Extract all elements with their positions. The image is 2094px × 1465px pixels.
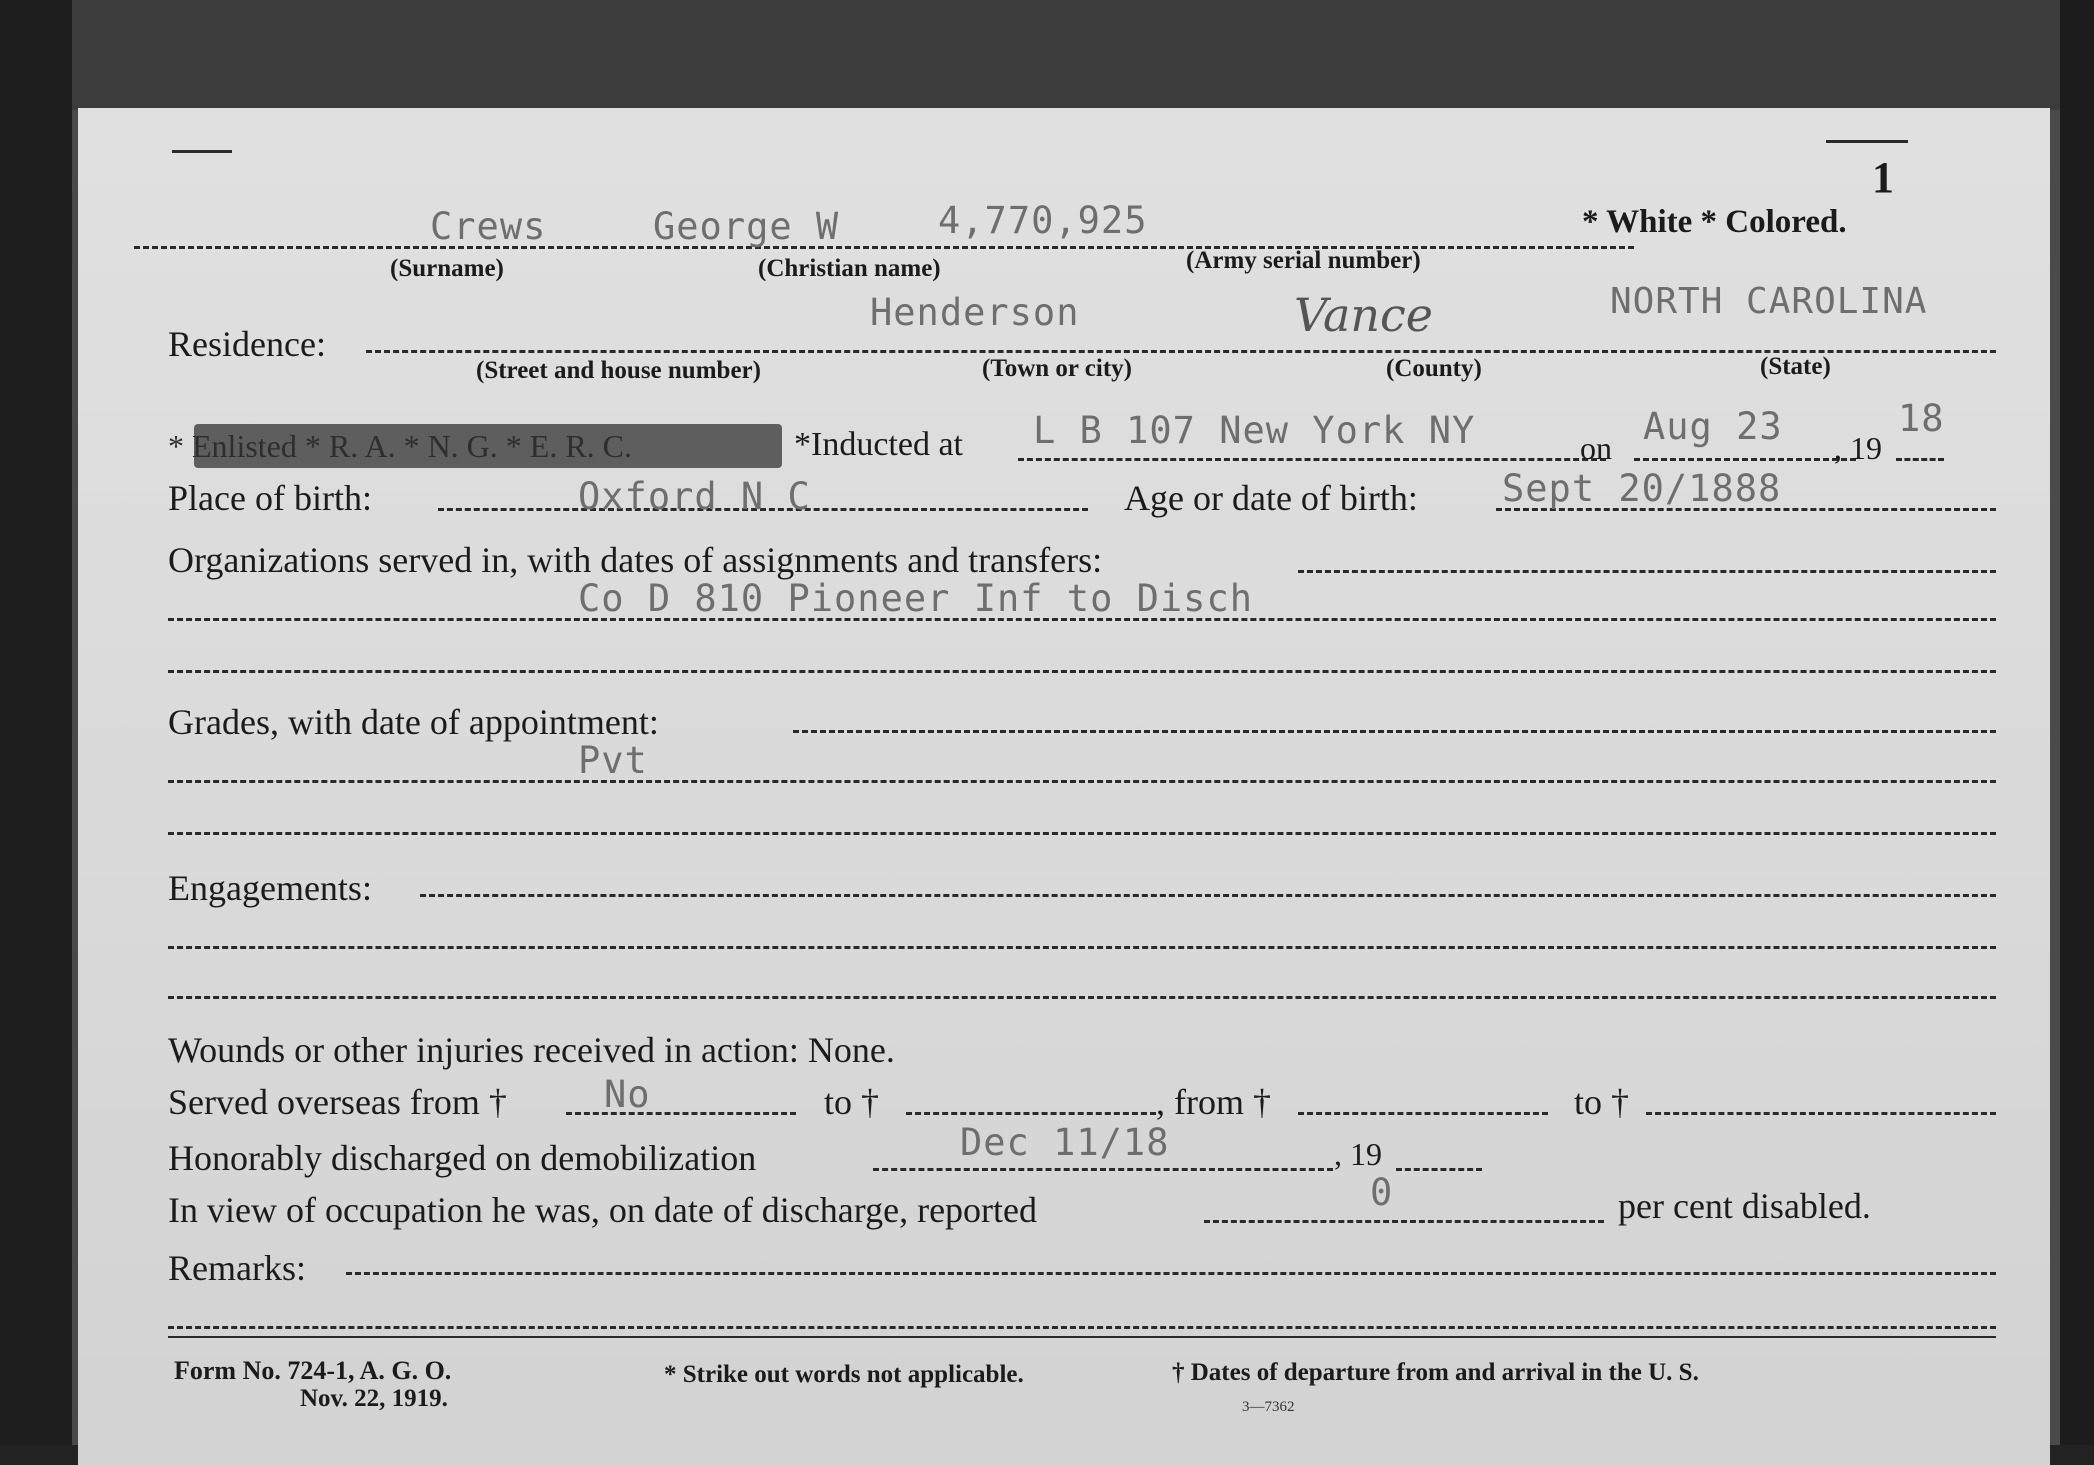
strike-note: * Strike out words not applicable.	[664, 1361, 1024, 1388]
race-options: * White * Colored.	[1582, 204, 1847, 240]
print-code: 3—7362	[1242, 1399, 1295, 1415]
top-left-mark	[172, 150, 232, 153]
residence-label: Residence:	[168, 324, 326, 364]
background-top	[0, 0, 2094, 110]
organizations-label: Organizations served in, with dates of assignments and transfers:	[168, 540, 1103, 580]
from-label: , from †	[1156, 1082, 1271, 1122]
surname-caption: (Surname)	[390, 255, 504, 282]
to-line-1	[906, 1112, 1156, 1115]
grades-line-3	[168, 832, 1996, 835]
surname-value: Crews	[430, 205, 547, 248]
christian-name-value: George W	[653, 205, 840, 248]
wounds-label: Wounds or other injuries received in action: None.	[168, 1030, 895, 1070]
organizations-line-3	[168, 670, 1996, 673]
inducted-label: *Inducted at	[794, 426, 963, 463]
to-label-1: to †	[824, 1082, 880, 1122]
engagements-line-2	[168, 946, 1996, 949]
engagements-line-3	[168, 996, 1996, 999]
served-overseas-label: Served overseas from †	[168, 1082, 507, 1122]
place-of-birth-label: Place of birth:	[168, 478, 372, 518]
inducted-year-prefix: , 19	[1834, 430, 1882, 466]
remarks-label: Remarks:	[168, 1248, 306, 1288]
serial-number-caption: (Army serial number)	[1186, 247, 1421, 274]
inducted-value: L B 107 New York NY	[1033, 409, 1476, 452]
discharge-year-line	[1396, 1168, 1482, 1171]
county-caption: (County)	[1386, 355, 1482, 382]
dates-note: † Dates of departure from and arrival in the U. S.	[1172, 1359, 1699, 1386]
inducted-line	[1018, 458, 1606, 461]
state-value: NORTH CAROLINA	[1610, 281, 1928, 322]
from-line	[1298, 1112, 1548, 1115]
top-right-mark	[1826, 140, 1908, 143]
disability-suffix: per cent disabled.	[1618, 1186, 1871, 1226]
serial-number-value: 4,770,925	[938, 199, 1148, 242]
served-overseas-value: No	[604, 1073, 651, 1116]
date-line	[1634, 458, 1856, 461]
to-line-2	[1646, 1112, 1996, 1115]
christian-name-caption: (Christian name)	[758, 255, 941, 282]
remarks-line-1	[346, 1272, 1996, 1275]
served-from-line	[566, 1112, 796, 1115]
discharge-date-value: Dec 11/18	[960, 1121, 1170, 1164]
street-caption: (Street and house number)	[476, 357, 761, 384]
disability-value: 0	[1370, 1171, 1394, 1214]
state-caption: (State)	[1760, 353, 1831, 380]
town-caption: (Town or city)	[982, 355, 1132, 382]
on-label: on	[1580, 430, 1612, 466]
disability-label: In view of occupation he was, on date of discharge, reported	[168, 1190, 1038, 1230]
struck-options: * Enlisted * R. A. * N. G. * E. R. C.	[168, 428, 633, 464]
service-record-card	[78, 108, 2050, 1465]
organizations-value: Co D 810 Pioneer Inf to Disch	[578, 577, 1254, 620]
background-left-edge	[0, 0, 72, 1465]
form-number: Form No. 724-1, A. G. O.	[174, 1356, 452, 1385]
organizations-line-1	[1298, 570, 1996, 573]
inducted-year-line	[1896, 458, 1944, 461]
age-value: Sept 20/1888	[1502, 467, 1782, 510]
to-label-2: to †	[1574, 1082, 1630, 1122]
grades-label: Grades, with date of appointment:	[168, 702, 659, 742]
age-label: Age or date of birth:	[1124, 478, 1418, 518]
discharge-year-prefix: , 19	[1334, 1136, 1382, 1172]
grades-line-2	[168, 780, 1996, 783]
discharge-line	[873, 1168, 1333, 1171]
residence-line	[366, 350, 1996, 353]
engagements-line-1	[420, 894, 1996, 897]
page-number: 1	[1872, 153, 1894, 202]
county-value: Vance	[1294, 288, 1434, 342]
disability-line	[1204, 1220, 1604, 1223]
background-right-edge	[2060, 0, 2094, 1465]
remarks-line-2	[168, 1326, 1996, 1329]
organizations-line-2	[168, 618, 1996, 621]
town-value: Henderson	[870, 291, 1080, 334]
form-date: Nov. 22, 1919.	[300, 1385, 448, 1412]
place-of-birth-value: Oxford N C	[578, 475, 811, 518]
grades-value: Pvt	[578, 739, 648, 782]
discharge-label: Honorably discharged on demobilization	[168, 1138, 757, 1178]
footer-divider	[168, 1336, 1996, 1338]
inducted-year-value: 18	[1898, 397, 1945, 440]
engagements-label: Engagements:	[168, 868, 372, 908]
inducted-date-value: Aug 23	[1643, 405, 1783, 448]
grades-line-1	[793, 730, 1996, 733]
